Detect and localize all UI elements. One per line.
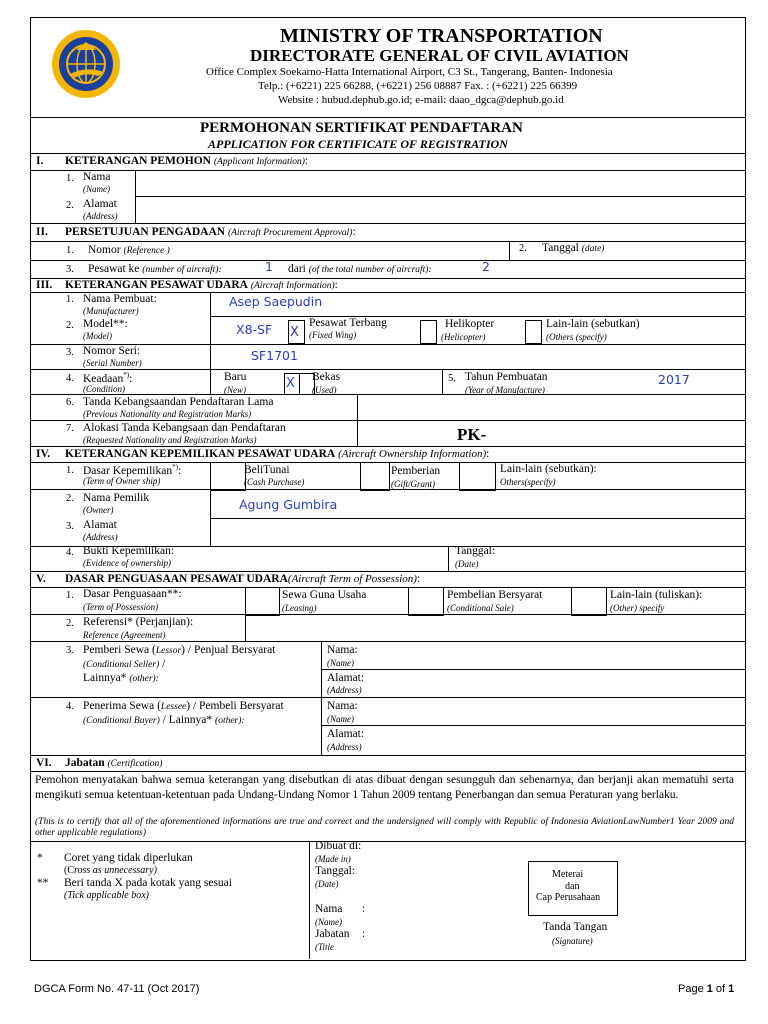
procurement-date-label bbox=[542, 243, 604, 255]
procurement-reference-text-en: (Reference ) bbox=[123, 246, 170, 256]
lessee-line-2-i2: (other): bbox=[215, 716, 245, 726]
lessor-line-2-i: (Conditional Seller) bbox=[83, 660, 160, 670]
leasing-checkbox[interactable] bbox=[245, 587, 280, 616]
procurement-reference-label bbox=[88, 245, 170, 257]
divider bbox=[448, 546, 449, 571]
lessor-name-label-en: (Name) bbox=[327, 658, 354, 668]
applicant-address-label: Alamat bbox=[83, 198, 117, 210]
section-1-title: KETERANGAN PEMOHON bbox=[65, 155, 211, 167]
model-label: Model**: bbox=[83, 318, 128, 330]
helicopter-label: Helikopter bbox=[445, 318, 495, 330]
lessee-line-2-b: / Lainnya* bbox=[159, 714, 216, 726]
item-number: 2. bbox=[66, 320, 74, 331]
applicant-address-field[interactable] bbox=[136, 197, 744, 223]
signer-name-label-en: (Name) bbox=[315, 917, 342, 927]
section-3-number: III. bbox=[36, 279, 53, 291]
possession-term-label-en: (Term of Possession) bbox=[83, 602, 159, 612]
gift-label: Pemberian bbox=[391, 465, 441, 477]
note-1-mark: * bbox=[37, 852, 43, 864]
owner-address-field[interactable] bbox=[211, 519, 744, 546]
ownership-term-colon: : bbox=[177, 464, 182, 477]
signature-field[interactable] bbox=[520, 915, 630, 955]
total-aircraft-value[interactable]: 2 bbox=[482, 259, 490, 274]
cash-purchase-checkbox[interactable] bbox=[210, 462, 246, 491]
signer-name-colon: : bbox=[362, 903, 366, 915]
lessee-name-label-en: (Name) bbox=[327, 714, 354, 724]
item-number: 4. bbox=[66, 701, 74, 712]
divider bbox=[30, 117, 745, 118]
item-number: 4. bbox=[66, 547, 74, 558]
lessor-name-label: Nama: bbox=[327, 644, 358, 656]
section-2-number: II. bbox=[36, 226, 48, 238]
others-ownership-checkbox[interactable] bbox=[459, 462, 496, 491]
item-number: 1. bbox=[66, 465, 74, 476]
applicant-name-field[interactable] bbox=[136, 171, 744, 196]
item-number: 2. bbox=[519, 243, 527, 254]
stamp-label-3: Cap Perusahaan bbox=[536, 892, 601, 903]
applicant-name-label: Nama bbox=[83, 171, 111, 183]
item-number: 6. bbox=[66, 397, 74, 408]
section-6-number: VI. bbox=[36, 757, 52, 769]
item-number: 7. bbox=[66, 423, 74, 434]
serial-value[interactable]: SF1701 bbox=[251, 348, 298, 363]
ministry-logo bbox=[50, 28, 122, 100]
page-of: of bbox=[712, 983, 729, 995]
total-aircraft-label bbox=[288, 264, 432, 276]
divider bbox=[30, 420, 745, 421]
section-6-heading bbox=[65, 758, 162, 770]
prev-marks-label: Tanda Kebangsaandan Pendaftaran Lama bbox=[83, 396, 274, 408]
owner-name-label-en: (Owner) bbox=[83, 505, 114, 515]
item-number: 1. bbox=[66, 245, 74, 256]
divider bbox=[30, 489, 745, 490]
page-indicator bbox=[678, 983, 734, 995]
leasing-label-en: (Leasing) bbox=[282, 603, 317, 613]
lessee-line-2-i: (Conditional Buyer) bbox=[83, 716, 160, 726]
prev-marks-field[interactable] bbox=[358, 395, 744, 420]
divider bbox=[30, 369, 745, 370]
other-possession-label: Lain-lain (tuliskan): bbox=[610, 589, 703, 601]
condition-checkmark: X bbox=[286, 376, 295, 391]
ownership-term-footnote: *) bbox=[172, 463, 178, 471]
lessor-address-field[interactable] bbox=[380, 670, 744, 697]
lessee-label-b: ) / Pembeli Bersyarat bbox=[186, 700, 284, 712]
aircraft-number-label bbox=[88, 264, 222, 276]
lessor-label-line-2 bbox=[83, 659, 165, 671]
signer-title-label-en: (Title bbox=[315, 942, 335, 952]
owner-name-label: Nama Pemilik bbox=[83, 492, 150, 504]
evidence-date-label: Tanggal: bbox=[455, 545, 496, 557]
aircraft-number-value[interactable]: 1 bbox=[265, 259, 273, 274]
procurement-date-field[interactable] bbox=[620, 242, 744, 260]
item-number: 2. bbox=[66, 493, 74, 504]
conditional-sale-label: Pembelian Bersyarat bbox=[447, 589, 543, 601]
lessee-name-label: Nama: bbox=[327, 700, 358, 712]
ownership-term-label-en: (Term of Owner ship) bbox=[83, 476, 161, 486]
section-3-heading bbox=[65, 280, 338, 292]
page-current: 1 bbox=[706, 983, 713, 995]
divider bbox=[30, 446, 745, 447]
section-3-colon: : bbox=[334, 279, 338, 291]
new-label-en: (New) bbox=[224, 385, 246, 395]
section-1-title-en: (Applicant Information) bbox=[213, 157, 305, 167]
item-number: 1. bbox=[66, 590, 74, 601]
note-1-text: Coret yang tidak diperlukan bbox=[64, 852, 193, 864]
new-label: Baru bbox=[224, 371, 247, 383]
condition-colon: : bbox=[129, 372, 133, 385]
item-number: 5. bbox=[448, 373, 456, 384]
section-3-title-en: (Aircraft Information) bbox=[250, 281, 335, 291]
signature-label-en: (Signature) bbox=[552, 936, 593, 946]
lessor-label-a: Pemberi Sewa ( bbox=[83, 644, 156, 656]
stamp-label-2: dan bbox=[565, 881, 580, 892]
req-marks-value[interactable]: PK- bbox=[457, 425, 487, 444]
section-2-colon: : bbox=[352, 226, 356, 238]
divider bbox=[442, 369, 443, 394]
section-4-colon: : bbox=[486, 448, 490, 460]
note-1-text-en-b: ross as unnecessary) bbox=[74, 865, 157, 876]
lessor-address-label: Alamat: bbox=[327, 672, 365, 684]
made-in-label-en: (Made in) bbox=[315, 854, 351, 864]
sign-date-label-en: (Date) bbox=[315, 879, 339, 889]
req-marks-label: Alokasi Tanda Kebangsaan dan Pendaftaran bbox=[83, 422, 286, 434]
header-title-2: DIRECTORATE GENERAL OF CIVIL AVIATION bbox=[250, 46, 629, 65]
made-in-label: Dibuat di: bbox=[315, 840, 362, 852]
section-5-title-en: (Aircraft Term of Possession) bbox=[287, 573, 417, 585]
conditional-sale-checkbox[interactable] bbox=[408, 587, 444, 616]
divider bbox=[30, 755, 745, 756]
evidence-date-field[interactable] bbox=[510, 547, 744, 571]
cash-purchase-label-en: (Cash Purchase) bbox=[244, 477, 305, 487]
others-model-label: Lain-lain (sebutkan) bbox=[546, 318, 640, 330]
note-2-text: Beri tanda X pada kotak yang sesuai bbox=[64, 877, 232, 889]
section-2-title-en: (Aircraft Procurement Approval) bbox=[227, 228, 353, 238]
item-number: 3. bbox=[66, 645, 74, 656]
lessor-line-3-a: Lainnya* bbox=[83, 672, 130, 684]
aircraft-number-text: Pesawat ke bbox=[88, 263, 140, 275]
evidence-date-label-en: (Date) bbox=[455, 559, 479, 569]
used-label: Bekas bbox=[312, 371, 341, 383]
condition-text: Keadaan bbox=[83, 372, 124, 385]
lessee-label-line-2 bbox=[83, 715, 245, 727]
owner-address-label-en: (Address) bbox=[83, 532, 118, 542]
model-value[interactable]: X8-SF bbox=[236, 322, 273, 337]
header-phone: Telp.: (+6221) 225 66288, (+6221) 256 08887 Fax. : (+6221) 225 66399 bbox=[258, 80, 578, 92]
form-subtitle: APPLICATION FOR CERTIFICATE OF REGISTRATION bbox=[208, 137, 508, 151]
lessor-name-field[interactable] bbox=[380, 642, 744, 669]
lessee-address-field[interactable] bbox=[380, 726, 744, 755]
divider bbox=[210, 292, 211, 394]
page-total: 1 bbox=[728, 983, 735, 995]
others-model-label-en: (Others (specify) bbox=[546, 332, 607, 342]
divider bbox=[509, 241, 510, 260]
note-2-text-en: (Tick applicable box) bbox=[64, 890, 149, 901]
condition-footnote: *) bbox=[123, 371, 130, 379]
others-ownership-label-en: Others(specify) bbox=[500, 477, 556, 487]
leasing-label: Sewa Guna Usaha bbox=[282, 589, 367, 601]
used-label-en: (Used) bbox=[312, 385, 337, 395]
evidence-label: Bukti Kepemilikan: bbox=[83, 545, 175, 557]
section-4-heading bbox=[65, 449, 489, 461]
cash-purchase-label: BeliTunai bbox=[244, 464, 290, 476]
note-1-text-en bbox=[64, 866, 157, 876]
item-number: 1. bbox=[66, 294, 74, 305]
certification-statement-en: (This is to certify that all of the aforementioned informations are true and correct and the undersigned will comply with Republic of Indonesia AviationLawNumber1 Year 2009 and other applicable regulations) bbox=[35, 817, 734, 838]
divider bbox=[30, 841, 745, 842]
section-4-number: IV. bbox=[36, 448, 51, 460]
item-number: 3. bbox=[66, 264, 74, 275]
header-title-1: MINISTRY OF TRANSPORTATION bbox=[280, 25, 603, 47]
prev-marks-label-en: (Previous Nationality and Registration Marks) bbox=[83, 409, 252, 419]
agreement-field[interactable] bbox=[246, 615, 744, 640]
section-3-title: KETERANGAN PESAWAT UDARA bbox=[65, 279, 248, 291]
req-marks-label-en: (Requested Nationality and Registration Marks) bbox=[83, 435, 257, 445]
section-4-title: KETERANGAN KEPEMILIKAN PESAWAT UDARA bbox=[65, 448, 336, 460]
gift-checkbox[interactable] bbox=[360, 462, 390, 491]
manufacturer-value[interactable]: Asep Saepudin bbox=[229, 294, 323, 309]
page-label: Page bbox=[678, 983, 707, 995]
section-5-number: V. bbox=[36, 573, 46, 585]
serial-label: Nomor Seri: bbox=[83, 345, 141, 357]
section-1-heading bbox=[65, 156, 308, 168]
note-1-text-en-a: (C bbox=[64, 865, 74, 876]
agreement-label-en: Reference (Agreement) bbox=[83, 630, 166, 640]
lessor-line-3-i: (other): bbox=[129, 674, 159, 684]
aircraft-number-text-en: (number of aircraft): bbox=[142, 265, 222, 275]
item-number: 1. bbox=[66, 173, 74, 184]
agreement-label: Referensi* (Perjanjian): bbox=[83, 616, 194, 628]
item-number: 2. bbox=[66, 618, 74, 629]
divider bbox=[321, 641, 322, 756]
applicant-name-label-en: (Name) bbox=[83, 184, 110, 194]
signature-label: Tanda Tangan bbox=[543, 921, 608, 933]
model-checkmark: X bbox=[290, 325, 299, 340]
total-aircraft-text: dari bbox=[288, 263, 306, 275]
certification-statement: Pemohon menyatakan bahwa semua keterangan yang disebutkan di atas dibuat dengan sesungguh dan sebenarnya, dan berjanji akan mematuhi serta mengikuti semua ketentuan-ketentuan pada Undang-Undang Nomor 1 Tahun 2009 tentang Penerbangan dan semua Peraturan yang berlaku. bbox=[35, 774, 734, 801]
others-model-checkbox[interactable] bbox=[525, 320, 542, 344]
year-label: Tahun Pembuatan bbox=[465, 371, 548, 383]
header-address: Office Complex Soekarno-Hatta International Airport, C3 St., Tangerang, Banten- Indonesia bbox=[206, 66, 613, 78]
lessor-label-i: Lessor bbox=[155, 646, 182, 656]
gift-label-en: (Gift/Grant) bbox=[391, 479, 435, 489]
divider bbox=[30, 260, 745, 261]
section-5-title: DASAR PENGUASAAN PESAWAT UDARA bbox=[65, 573, 288, 585]
manufacturer-label-en: (Manufacturer) bbox=[83, 306, 139, 316]
item-number: 3. bbox=[66, 521, 74, 532]
section-6-title-en: (Certification) bbox=[107, 759, 163, 769]
divider bbox=[210, 316, 745, 317]
other-possession-checkbox[interactable] bbox=[571, 587, 607, 616]
form-number: DGCA Form No. 47-11 (Oct 2017) bbox=[34, 983, 200, 995]
fixed-wing-label: Pesawat Terbang bbox=[309, 317, 387, 329]
helicopter-checkbox[interactable] bbox=[420, 320, 437, 344]
section-5-colon: : bbox=[416, 573, 421, 585]
lessor-label-b: ) / Penjual Bersyarat bbox=[181, 644, 276, 656]
item-number: 2. bbox=[66, 200, 74, 211]
divider bbox=[30, 223, 745, 224]
stamp-label-1: Meterai bbox=[552, 869, 584, 880]
procurement-date-text-en: (date) bbox=[581, 244, 605, 254]
fixed-wing-label-en: (Fixed Wing) bbox=[309, 330, 357, 340]
evidence-field[interactable] bbox=[211, 547, 447, 571]
possession-term-label: Dasar Penguasaan**: bbox=[83, 588, 182, 600]
evidence-label-en: (Evidence of ownership) bbox=[83, 558, 171, 568]
section-4-title-en: (Aircraft Ownership Information) bbox=[338, 448, 487, 460]
lessee-address-label-en: (Address) bbox=[327, 742, 362, 752]
section-6-title: Jabatan bbox=[65, 757, 105, 769]
section-2-title: PERSETUJUAN PENGADAAN bbox=[65, 226, 226, 238]
divider bbox=[30, 153, 745, 154]
others-ownership-label: Lain-lain (sebutkan): bbox=[500, 463, 597, 475]
owner-address-label: Alamat bbox=[83, 519, 117, 531]
divider bbox=[30, 771, 745, 772]
conditional-sale-label-en: (Conditional Sale) bbox=[447, 603, 514, 613]
section-1-colon: : bbox=[304, 155, 309, 167]
note-2-mark: ** bbox=[37, 877, 49, 889]
form-title: PERMOHONAN SERTIFIKAT PENDAFTARAN bbox=[200, 120, 523, 136]
lessor-line-2-b: / bbox=[159, 658, 166, 670]
owner-name-value[interactable]: Agung Gumbira bbox=[239, 497, 338, 512]
other-possession-label-en: (Other) specify bbox=[610, 603, 665, 613]
year-value[interactable]: 2017 bbox=[658, 372, 690, 387]
divider bbox=[30, 571, 745, 572]
sign-date-label: Tanggal: bbox=[315, 865, 356, 877]
lessee-label bbox=[83, 701, 284, 713]
divider bbox=[309, 841, 310, 959]
lessee-label-a: Penerima Sewa ( bbox=[83, 700, 161, 712]
total-aircraft-text-en: (of the total number of aircraft): bbox=[308, 265, 432, 275]
procurement-date-text: Tanggal bbox=[542, 242, 579, 254]
lessor-label bbox=[83, 645, 275, 657]
ownership-term-text: Dasar Kepemilikan bbox=[83, 464, 173, 477]
lessor-address-label-en: (Address) bbox=[327, 685, 362, 695]
serial-label-en: (Serial Number) bbox=[83, 358, 142, 368]
year-label-en: (Year of Manufacture) bbox=[465, 385, 545, 395]
helicopter-label-en: (Helicopter) bbox=[441, 332, 486, 342]
lessor-label-line-3 bbox=[83, 673, 159, 685]
model-label-en: (Model) bbox=[83, 331, 112, 341]
procurement-reference-text: Nomor bbox=[88, 244, 121, 256]
procurement-reference-field[interactable] bbox=[190, 242, 508, 260]
manufacturer-label: Nama Pembuat: bbox=[83, 293, 157, 305]
lessee-name-field[interactable] bbox=[380, 698, 744, 725]
signer-title-colon: : bbox=[362, 928, 366, 940]
item-number: 3. bbox=[66, 347, 74, 358]
lessee-label-i: Lessee bbox=[160, 702, 187, 712]
section-5-heading bbox=[65, 574, 420, 586]
section-2-heading bbox=[65, 227, 356, 239]
signer-name-label: Nama bbox=[315, 903, 343, 915]
condition-label-en: (Condition) bbox=[83, 384, 125, 394]
header-website: Website : hubud.dephub.go.id; e-mail: daao_dgca@dephub.go.id bbox=[278, 94, 564, 106]
applicant-address-label-en: (Address) bbox=[83, 211, 118, 221]
section-1-number: I. bbox=[36, 155, 44, 167]
lessee-address-label: Alamat: bbox=[327, 728, 365, 740]
item-number: 4. bbox=[66, 373, 74, 384]
signer-title-label: Jabatan bbox=[315, 928, 350, 940]
